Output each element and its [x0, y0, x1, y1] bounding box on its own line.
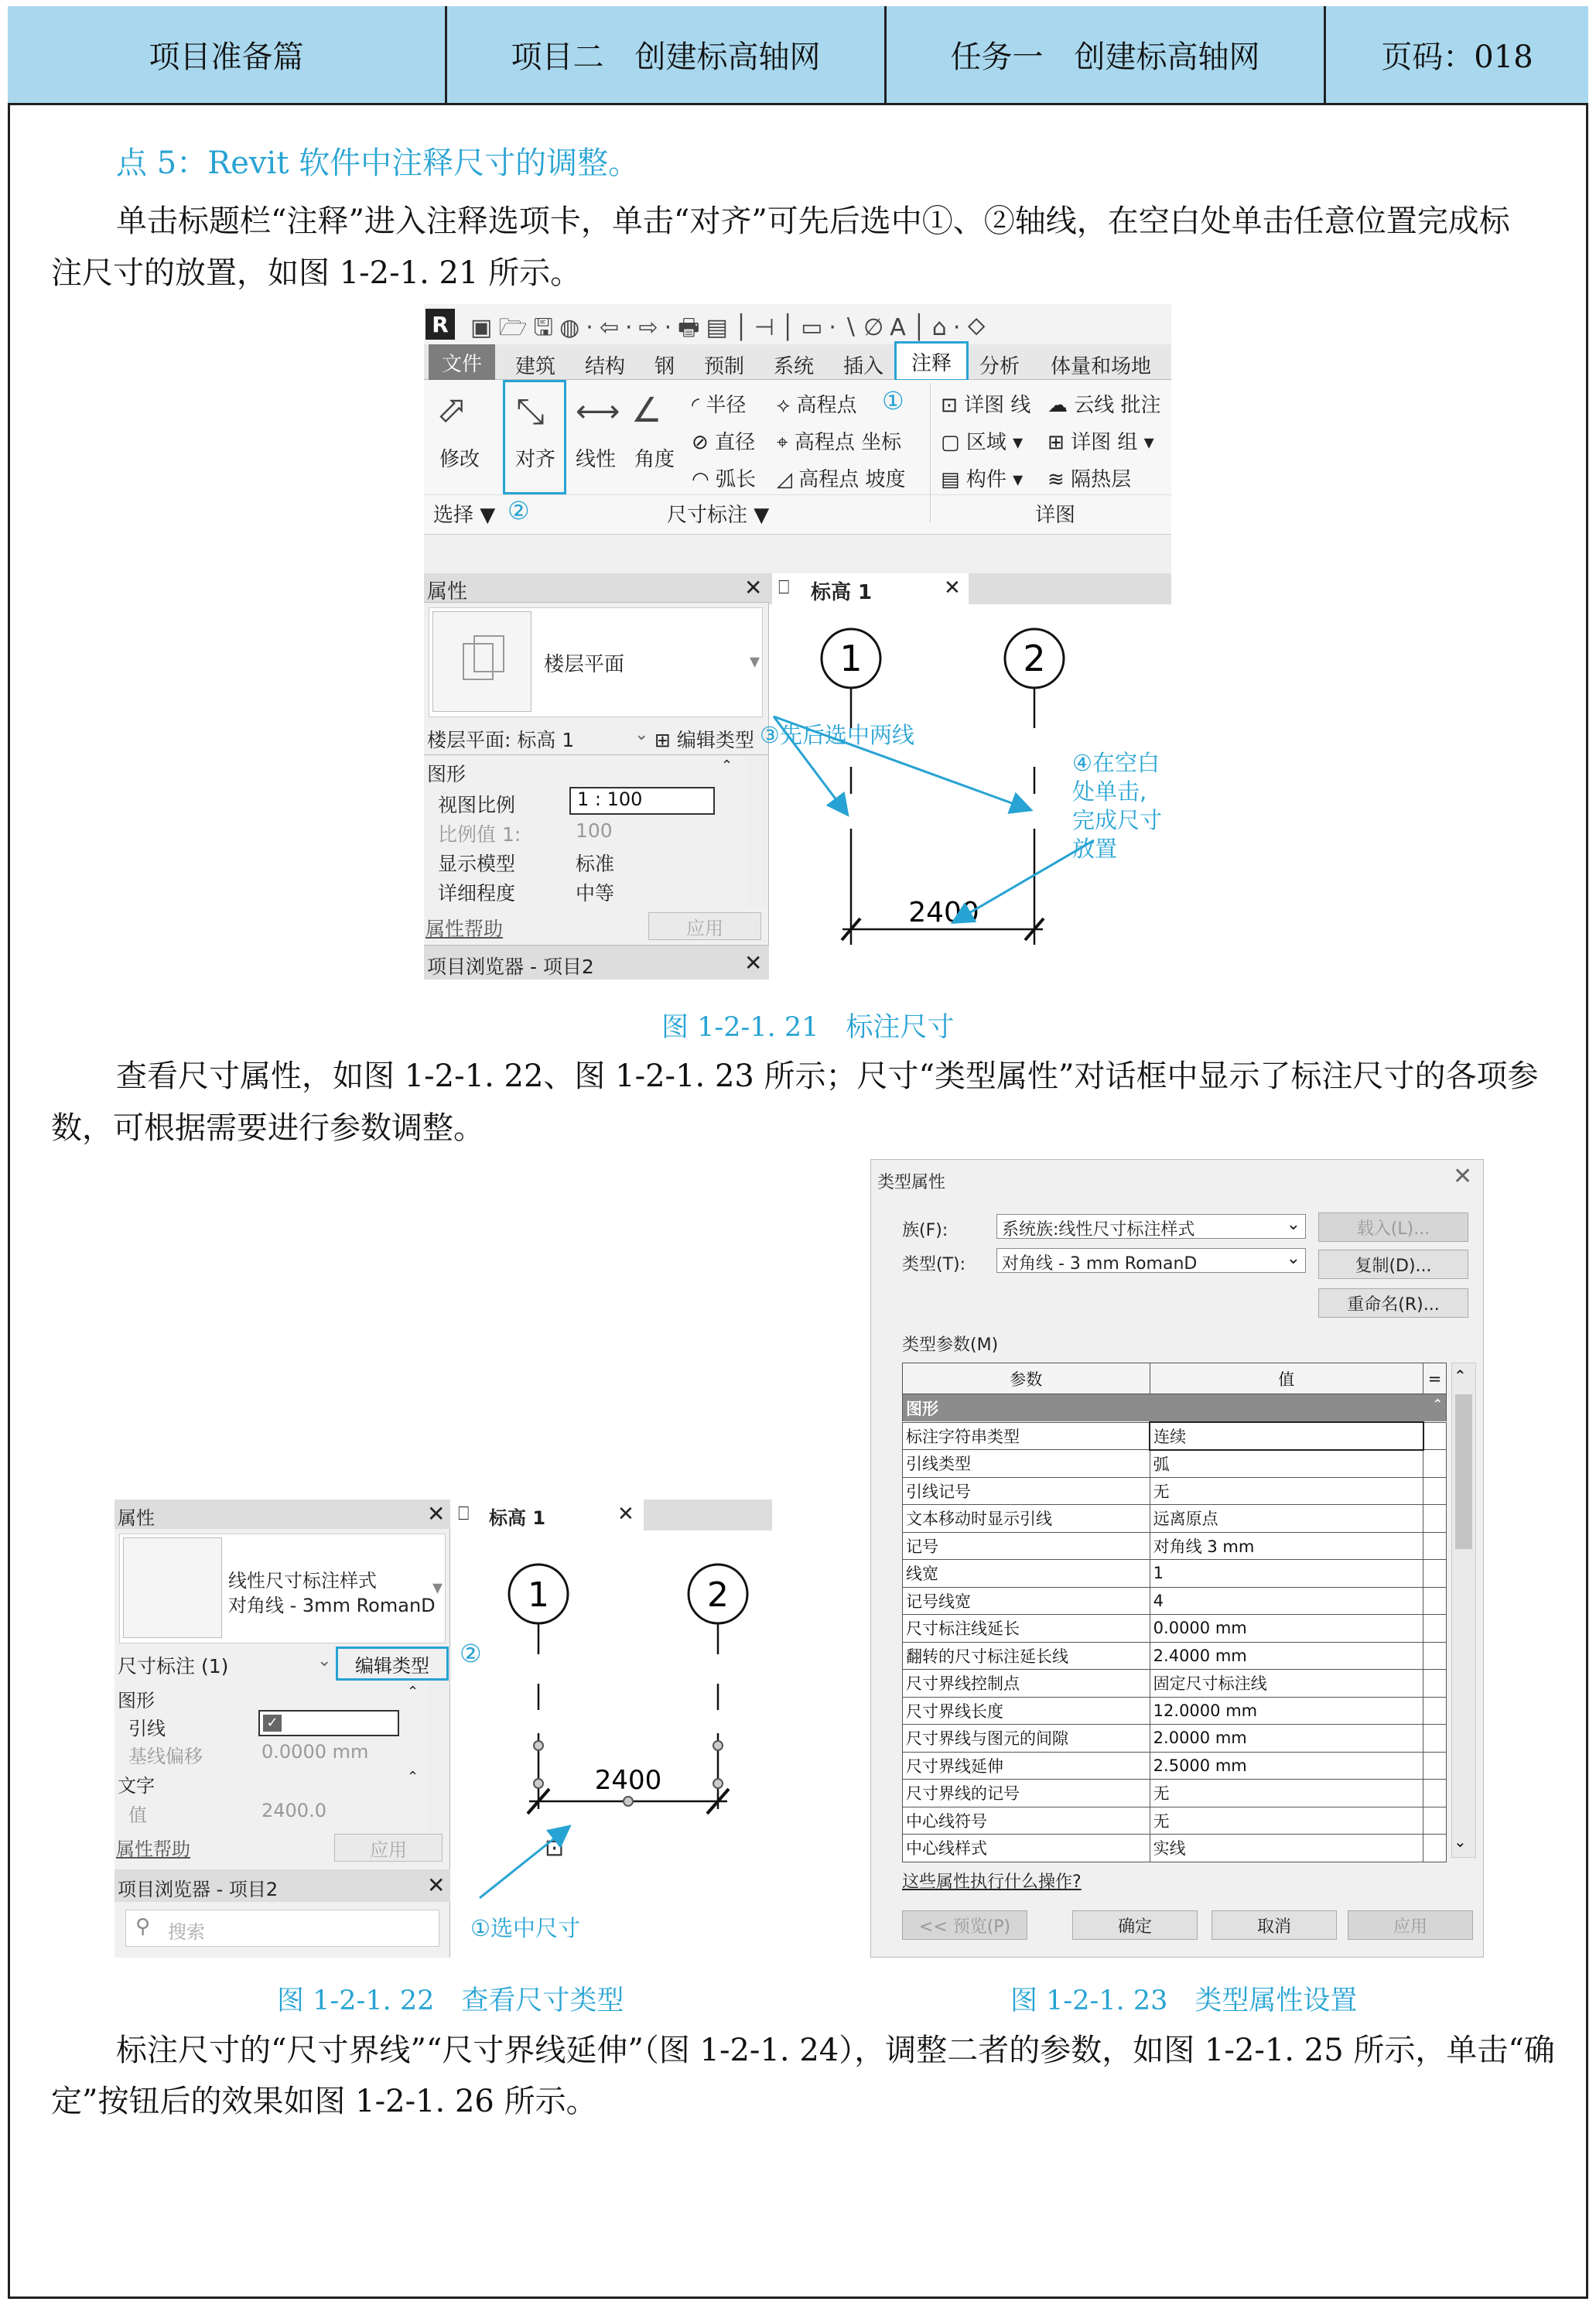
type-selector-preview[interactable]: [429, 607, 763, 717]
parameter-value[interactable]: 连续: [1150, 1422, 1423, 1450]
detail-level-value[interactable]: 中等: [576, 882, 615, 905]
properties-titlebar: [114, 1500, 450, 1529]
ok-button[interactable]: 确定: [1072, 1910, 1198, 1940]
properties-title: 属性: [427, 580, 468, 604]
component-tool[interactable]: ▤ 构件 ▾: [941, 468, 1024, 491]
parameter-row[interactable]: [903, 1670, 1447, 1698]
baseline-offset-value: 0.0000 mm: [261, 1741, 369, 1763]
parameter-value[interactable]: 2.4000 mm: [1150, 1642, 1423, 1670]
figure-21-caption: 图 1-2-1. 21 标注尺寸: [661, 1012, 955, 1043]
tab-structure[interactable]: 结构: [585, 355, 626, 378]
collapse-icon[interactable]: ⌃: [407, 1769, 419, 1785]
parameter-row[interactable]: [903, 1752, 1447, 1780]
properties-title: 属性: [118, 1507, 155, 1529]
detail-group-label: 详图 组: [1071, 431, 1138, 454]
tab-architecture[interactable]: 建筑: [515, 355, 556, 378]
ribbon-panel-title-line: [424, 494, 1171, 495]
tab-analyze[interactable]: 分析: [979, 355, 1020, 378]
parameter-name: 中心线样式: [903, 1835, 1150, 1862]
properties-palette: [424, 573, 769, 980]
parameter-name: 尺寸标注线延长: [903, 1615, 1150, 1643]
parameter-value[interactable]: 2.5000 mm: [1150, 1752, 1423, 1780]
parameter-value[interactable]: 2.0000 mm: [1150, 1725, 1423, 1753]
scroll-thumb[interactable]: [1455, 1394, 1472, 1549]
edit-type-button[interactable]: ⊞ 编辑类型: [654, 729, 754, 751]
collapse-icon[interactable]: ⌃: [721, 758, 733, 774]
type-properties-dialog: [870, 1159, 1484, 1958]
spot-elevation-label: 高程点: [796, 394, 857, 417]
parameter-row[interactable]: [903, 1697, 1447, 1725]
parameter-value[interactable]: 4: [1150, 1587, 1423, 1615]
detail-line-tool[interactable]: ⊡ 详图 线: [941, 394, 1031, 417]
parameter-value[interactable]: 弧: [1150, 1450, 1423, 1478]
panel-divider: [930, 383, 931, 522]
parameter-formula[interactable]: [1423, 1477, 1447, 1505]
header-task: 任务一 创建标高轴网: [887, 6, 1326, 103]
search-field[interactable]: [125, 1910, 439, 1947]
angle-label[interactable]: 角度: [634, 448, 675, 471]
parameter-name: 引线类型: [903, 1450, 1150, 1478]
parameter-value[interactable]: 无: [1150, 1780, 1423, 1807]
annotation-4-line: 放置: [1072, 836, 1118, 862]
parameter-row[interactable]: [903, 1807, 1447, 1835]
spot-slope-label: 高程点 坡度: [798, 468, 906, 491]
parameters-rows: [902, 1421, 1447, 1862]
region-tool[interactable]: ▢ 区域 ▾: [941, 431, 1024, 454]
family-select[interactable]: [996, 1214, 1306, 1239]
parameter-row[interactable]: [903, 1642, 1447, 1670]
group-graphics: 图形: [427, 763, 466, 785]
para2-line2: 数，可根据需要进行参数调整。: [51, 1110, 484, 1146]
parameter-name: 引线记号: [903, 1477, 1150, 1505]
properties-scrollbar[interactable]: [429, 1682, 449, 1832]
parameter-name: 文本移动时显示引线: [903, 1505, 1150, 1533]
project-browser-titlebar: [114, 1869, 450, 1902]
panel-select-label[interactable]: 选择 ▼: [433, 504, 496, 527]
apply-button[interactable]: 应用: [648, 912, 761, 940]
apply-button[interactable]: 应用: [334, 1834, 443, 1862]
revit-logo-icon[interactable]: R: [425, 309, 455, 340]
value-value: 2400.0: [261, 1800, 326, 1821]
close-icon[interactable]: ✕: [744, 575, 763, 600]
detail-level-label: 详细程度: [438, 882, 516, 905]
view-tab-label: 标高 1: [811, 581, 873, 604]
browser-close-icon[interactable]: ✕: [427, 1872, 446, 1898]
parameter-name: 尺寸界线延伸: [903, 1752, 1150, 1780]
tab-annotate[interactable]: 注释: [894, 341, 969, 381]
edit-type-label: 编辑类型: [355, 1654, 429, 1677]
parameter-row[interactable]: [903, 1477, 1447, 1505]
parameter-name: 线宽: [903, 1560, 1150, 1588]
linear-label[interactable]: 线性: [576, 448, 617, 471]
collapse-icon[interactable]: ⌃: [407, 1684, 419, 1700]
parameter-value[interactable]: 12.0000 mm: [1150, 1697, 1423, 1725]
view-tab[interactable]: [772, 573, 969, 604]
revision-cloud-label: 云线 批注: [1074, 394, 1161, 417]
family-value: 系统族:线性尺寸标注样式: [1002, 1220, 1195, 1240]
cancel-button[interactable]: 取消: [1212, 1910, 1337, 1940]
para1-line2: 注尺寸的放置，如图 1-2-1. 21 所示。: [51, 255, 582, 291]
para3-line2: 定”按钮后的效果如图 1-2-1. 26 所示。: [51, 2084, 597, 2119]
load-button[interactable]: 载入(L)...: [1318, 1212, 1468, 1242]
parameter-formula[interactable]: [1423, 1422, 1447, 1450]
chevron-down-icon[interactable]: ▾: [432, 1576, 443, 1599]
view-tab-label: 标高 1: [489, 1507, 546, 1529]
grid-label-1: 1: [528, 1575, 549, 1615]
parameter-formula[interactable]: [1423, 1752, 1447, 1780]
header-table: [8, 6, 1588, 105]
detail-group-tool[interactable]: ⊞ 详图 组 ▾: [1047, 431, 1154, 454]
grip-point: [534, 1741, 543, 1750]
properties-scrollbar[interactable]: [747, 756, 767, 908]
scale-value-label: 比例值 1:: [438, 823, 521, 846]
leader-label: 引线: [128, 1718, 166, 1739]
parameter-row[interactable]: [903, 1587, 1447, 1615]
drawing-canvas[interactable]: [452, 1530, 772, 1958]
para3-line1: 标注尺寸的“尺寸界线”“尺寸界线延伸”（图 1-2-1. 24），调整二者的参数，如图 1-2-1. 25 所示，单击“确: [116, 2033, 1555, 2068]
baseline-offset-label: 基线偏移: [128, 1746, 203, 1767]
group-row-graphics[interactable]: [903, 1394, 1447, 1422]
parameter-row[interactable]: [903, 1532, 1447, 1560]
align-label[interactable]: 对齐: [515, 448, 556, 471]
diameter-tool[interactable]: ⊘ 直径: [692, 431, 756, 454]
type-parameters-label: 类型参数(M): [902, 1335, 999, 1355]
view-tab-bar: [452, 1500, 772, 1530]
parameter-formula[interactable]: [1423, 1642, 1447, 1670]
grid-label-2: 2: [1023, 638, 1046, 679]
leader-checkbox-field[interactable]: [258, 1710, 399, 1736]
parameter-row[interactable]: [903, 1725, 1447, 1753]
tab-systems[interactable]: 系统: [774, 355, 815, 378]
parameter-formula[interactable]: [1423, 1587, 1447, 1615]
dimension-text-grip: [624, 1797, 633, 1806]
parameter-row[interactable]: [903, 1560, 1447, 1588]
spot-elevation-tool[interactable]: ⟡ 高程点: [777, 394, 857, 417]
project-browser-title: 项目浏览器 - 项目2: [118, 1879, 279, 1900]
dialog-title: 类型属性: [877, 1173, 946, 1192]
type-family: 线性尺寸标注样式: [228, 1570, 377, 1592]
region-label: 区域: [965, 431, 1006, 454]
parameter-value[interactable]: 1: [1150, 1560, 1423, 1588]
column-header-value[interactable]: 值: [1150, 1363, 1423, 1394]
type-selector-preview[interactable]: [119, 1534, 446, 1643]
column-header-formula[interactable]: =: [1423, 1363, 1447, 1394]
scroll-down-icon[interactable]: ⌄: [1454, 1832, 1467, 1851]
parameter-row[interactable]: [903, 1780, 1447, 1807]
parameter-formula[interactable]: [1423, 1450, 1447, 1478]
arc-length-label: 弧长: [715, 468, 756, 491]
parameter-value[interactable]: 实线: [1150, 1835, 1423, 1862]
quick-access-toolbar: [424, 304, 1171, 344]
spot-coordinate-label: 高程点 坐标: [794, 431, 902, 454]
para1-line1: 单击标题栏“注释”进入注释选项卡，单击“对齐”可先后选中①、②轴线，在空白处单击任意位置完成标: [116, 203, 1510, 239]
panel-detail-label: 详图: [1035, 504, 1076, 527]
diameter-label: 直径: [715, 431, 756, 454]
annotation-4-line: 完成尺寸: [1072, 807, 1163, 833]
parameter-formula[interactable]: [1423, 1780, 1447, 1807]
tab-precast[interactable]: 预制: [704, 355, 745, 378]
parameter-formula[interactable]: [1423, 1697, 1447, 1725]
figure-22: [114, 1500, 772, 1958]
instance-selector[interactable]: 尺寸标注 (1): [118, 1655, 229, 1677]
properties-palette: [114, 1500, 450, 1958]
view-scale-label: 视图比例: [438, 794, 516, 816]
arc-length-tool[interactable]: ◠ 弧长: [692, 468, 756, 491]
parameter-formula[interactable]: [1423, 1807, 1447, 1835]
tab-massing[interactable]: 体量和场地: [1051, 355, 1152, 378]
divider: [424, 754, 769, 755]
edit-type-label: 编辑类型: [676, 729, 754, 751]
parameter-name: 中心线符号: [903, 1807, 1150, 1835]
group-label: 图形: [906, 1399, 938, 1418]
parameter-row[interactable]: [903, 1615, 1447, 1643]
chevron-down-icon: ⌄: [1286, 1249, 1300, 1268]
align-tool-highlight[interactable]: [503, 380, 566, 494]
header-page-number: 页码：018: [1381, 39, 1533, 75]
figure-22-caption: 图 1-2-1. 22 查看尺寸类型: [277, 1985, 624, 2016]
properties-help-link[interactable]: 属性帮助: [425, 918, 504, 940]
align-dimension-icon: ⤡: [516, 390, 545, 432]
grip-point: [534, 1779, 543, 1788]
type-name: 楼层平面: [544, 653, 625, 676]
grid-label-1: 1: [839, 638, 863, 679]
checkbox-checked-icon[interactable]: ✓: [263, 1715, 282, 1732]
parameter-name: 标注字符串类型: [903, 1422, 1150, 1450]
display-model-label: 显示模型: [438, 853, 516, 875]
mark-two: ②: [460, 1639, 482, 1668]
parameter-value[interactable]: 无: [1150, 1477, 1423, 1505]
annotation-4-line: ④在空白: [1072, 750, 1160, 776]
search-icon: ⚲: [135, 1915, 151, 1938]
annotation-3: ③先后选中两线: [760, 722, 914, 748]
dimension-value: 2400: [594, 1765, 662, 1796]
parameter-formula[interactable]: [1423, 1835, 1447, 1862]
figure-23-caption: 图 1-2-1. 23 类型属性设置: [1010, 1985, 1358, 2016]
column-header-parameter[interactable]: 参数: [903, 1363, 1150, 1394]
parameter-formula[interactable]: [1423, 1615, 1447, 1643]
rename-button[interactable]: 重命名(R)...: [1318, 1288, 1468, 1318]
dialog-close-icon[interactable]: ✕: [1453, 1163, 1473, 1190]
mark-two: ②: [508, 496, 530, 525]
parameters-table: [902, 1363, 1447, 1422]
view-tab-close-icon[interactable]: ✕: [944, 576, 961, 600]
type-select[interactable]: [996, 1248, 1306, 1273]
header-project: 项目二 创建标高轴网: [447, 6, 887, 103]
view-tab-icon: ⎕: [458, 1503, 470, 1524]
parameter-value[interactable]: 无: [1150, 1807, 1423, 1835]
parameter-name: 记号: [903, 1532, 1150, 1560]
component-label: 构件: [965, 468, 1006, 491]
scale-value: 100: [576, 819, 613, 842]
tab-file[interactable]: 文件: [429, 344, 495, 380]
grip-point: [713, 1741, 723, 1750]
dimension-value: 2400: [908, 897, 979, 928]
value-label: 值: [128, 1804, 147, 1826]
type-name: 对角线 - 3mm RomanD: [228, 1595, 436, 1616]
parameter-value[interactable]: 0.0000 mm: [1150, 1615, 1423, 1643]
annotation-4-line: 处单击,: [1072, 778, 1147, 805]
parameter-formula[interactable]: [1423, 1670, 1447, 1698]
collapse-icon: ⌃: [1432, 1396, 1443, 1411]
table-scrollbar[interactable]: [1451, 1363, 1476, 1858]
spot-slope-tool[interactable]: ◿ 高程点 坡度: [777, 468, 906, 491]
parameter-row[interactable]: [903, 1505, 1447, 1533]
mark-one: ①: [882, 386, 904, 416]
parameter-name: 尺寸界线长度: [903, 1697, 1150, 1725]
parameter-name: 记号线宽: [903, 1587, 1150, 1615]
parameter-row[interactable]: [903, 1450, 1447, 1478]
grid-label-2: 2: [707, 1575, 729, 1615]
spot-coordinate-tool[interactable]: ⌖ 高程点 坐标: [777, 431, 902, 454]
ribbon-tab-bar: [424, 344, 1171, 380]
tab-steel[interactable]: 钢: [654, 355, 675, 378]
display-model-value[interactable]: 标准: [576, 853, 615, 875]
parameter-name: 翻转的尺寸标注延长线: [903, 1642, 1150, 1670]
parameter-formula[interactable]: [1423, 1505, 1447, 1533]
insulation-label: 隔热层: [1071, 468, 1132, 491]
parameter-value[interactable]: 固定尺寸标注线: [1150, 1670, 1423, 1698]
browser-close-icon[interactable]: ✕: [744, 950, 763, 976]
instance-selector[interactable]: 楼层平面: 标高 1: [427, 729, 575, 751]
chevron-down-icon[interactable]: ▾: [750, 650, 760, 673]
quick-access-icons[interactable]: ▣🗁🖫◍·⇦·⇨·🖶▤│⊣│▭·∖∅A│⌂·⬦: [470, 314, 993, 341]
group-graphics: 图形: [118, 1690, 155, 1712]
point-title: 点 5：Revit 软件中注释尺寸的调整。: [116, 145, 640, 181]
angular-dimension-icon[interactable]: ∠: [631, 391, 662, 430]
radius-tool[interactable]: ◜ 半径: [692, 394, 747, 417]
annotation-arrow-1: [480, 1828, 568, 1898]
parameter-row[interactable]: [903, 1422, 1447, 1450]
apply-button[interactable]: 应用: [1348, 1910, 1473, 1940]
lock-icon: ⊡: [545, 1835, 565, 1862]
type-value: 对角线 - 3 mm RomanD: [1002, 1254, 1198, 1274]
view-tab-icon: ⎕: [778, 576, 790, 598]
properties-help-link[interactable]: 属性帮助: [116, 1838, 190, 1860]
floor-plan-icon: [432, 611, 531, 712]
edit-type-button[interactable]: [336, 1647, 449, 1681]
ribbon-gap: [424, 535, 1171, 573]
selector-chevron-icon[interactable]: ⌄: [317, 1651, 332, 1671]
insulation-tool[interactable]: ≋ 隔热层: [1047, 468, 1132, 491]
detail-line-label: 详图 线: [964, 394, 1031, 417]
radius-label: 半径: [706, 394, 747, 417]
grip-point: [713, 1779, 723, 1788]
annotation-1: ①选中尺寸: [470, 1915, 580, 1941]
panel-dimension-label[interactable]: 尺寸标注 ▼: [667, 504, 770, 527]
duplicate-button[interactable]: 复制(D)...: [1318, 1250, 1468, 1279]
search-placeholder: 搜索: [168, 1921, 205, 1943]
header-section: 项目准备篇: [8, 6, 447, 103]
parameter-formula[interactable]: [1423, 1560, 1447, 1588]
project-browser-title: 项目浏览器 - 项目2: [427, 956, 594, 978]
close-icon[interactable]: ✕: [427, 1501, 446, 1527]
parameter-name: 尺寸界线的记号: [903, 1780, 1150, 1807]
chevron-down-icon: ⌄: [1286, 1215, 1300, 1234]
modify-icon[interactable]: ⬀: [436, 388, 468, 431]
scroll-up-icon[interactable]: ⌃: [1454, 1366, 1467, 1385]
view-tab-close-icon[interactable]: ✕: [617, 1503, 634, 1526]
view-tab-bar: [769, 573, 1171, 604]
help-link[interactable]: 这些属性执行什么操作?: [902, 1872, 1082, 1892]
para2-line1: 查看尺寸属性，如图 1-2-1. 22、图 1-2-1. 23 所示；尺寸“类型属性”对话框中显示了标注尺寸的各项参: [116, 1058, 1539, 1094]
family-label: 族(F):: [902, 1221, 948, 1240]
view-tab[interactable]: [452, 1500, 644, 1530]
properties-titlebar: [424, 573, 769, 603]
type-preview-image: [123, 1537, 222, 1638]
preview-button[interactable]: << 预览(P): [902, 1910, 1027, 1940]
linear-dimension-icon[interactable]: ⟷: [576, 394, 620, 429]
parameter-value[interactable]: 远离原点: [1150, 1505, 1423, 1533]
revision-cloud-tool[interactable]: ☁ 云线 批注: [1047, 394, 1161, 417]
modify-label[interactable]: 修改: [439, 448, 480, 471]
view-scale-input[interactable]: 1 : 100: [569, 787, 715, 815]
type-label: 类型(T):: [902, 1255, 966, 1274]
parameter-formula[interactable]: [1423, 1532, 1447, 1560]
parameter-name: 尺寸界线控制点: [903, 1670, 1150, 1698]
annotation-4: [1072, 749, 1162, 864]
tab-insert[interactable]: 插入: [843, 355, 884, 378]
selector-chevron-icon[interactable]: ⌄: [634, 725, 649, 744]
ribbon-body: [424, 380, 1171, 535]
parameter-name: 尺寸界线与图元的间隙: [903, 1725, 1150, 1753]
figure-21: [424, 304, 1171, 980]
parameter-formula[interactable]: [1423, 1725, 1447, 1753]
project-browser-titlebar: [424, 945, 769, 980]
parameter-row[interactable]: [903, 1835, 1447, 1862]
group-text: 文字: [118, 1775, 155, 1797]
parameter-value[interactable]: 对角线 3 mm: [1150, 1532, 1423, 1560]
